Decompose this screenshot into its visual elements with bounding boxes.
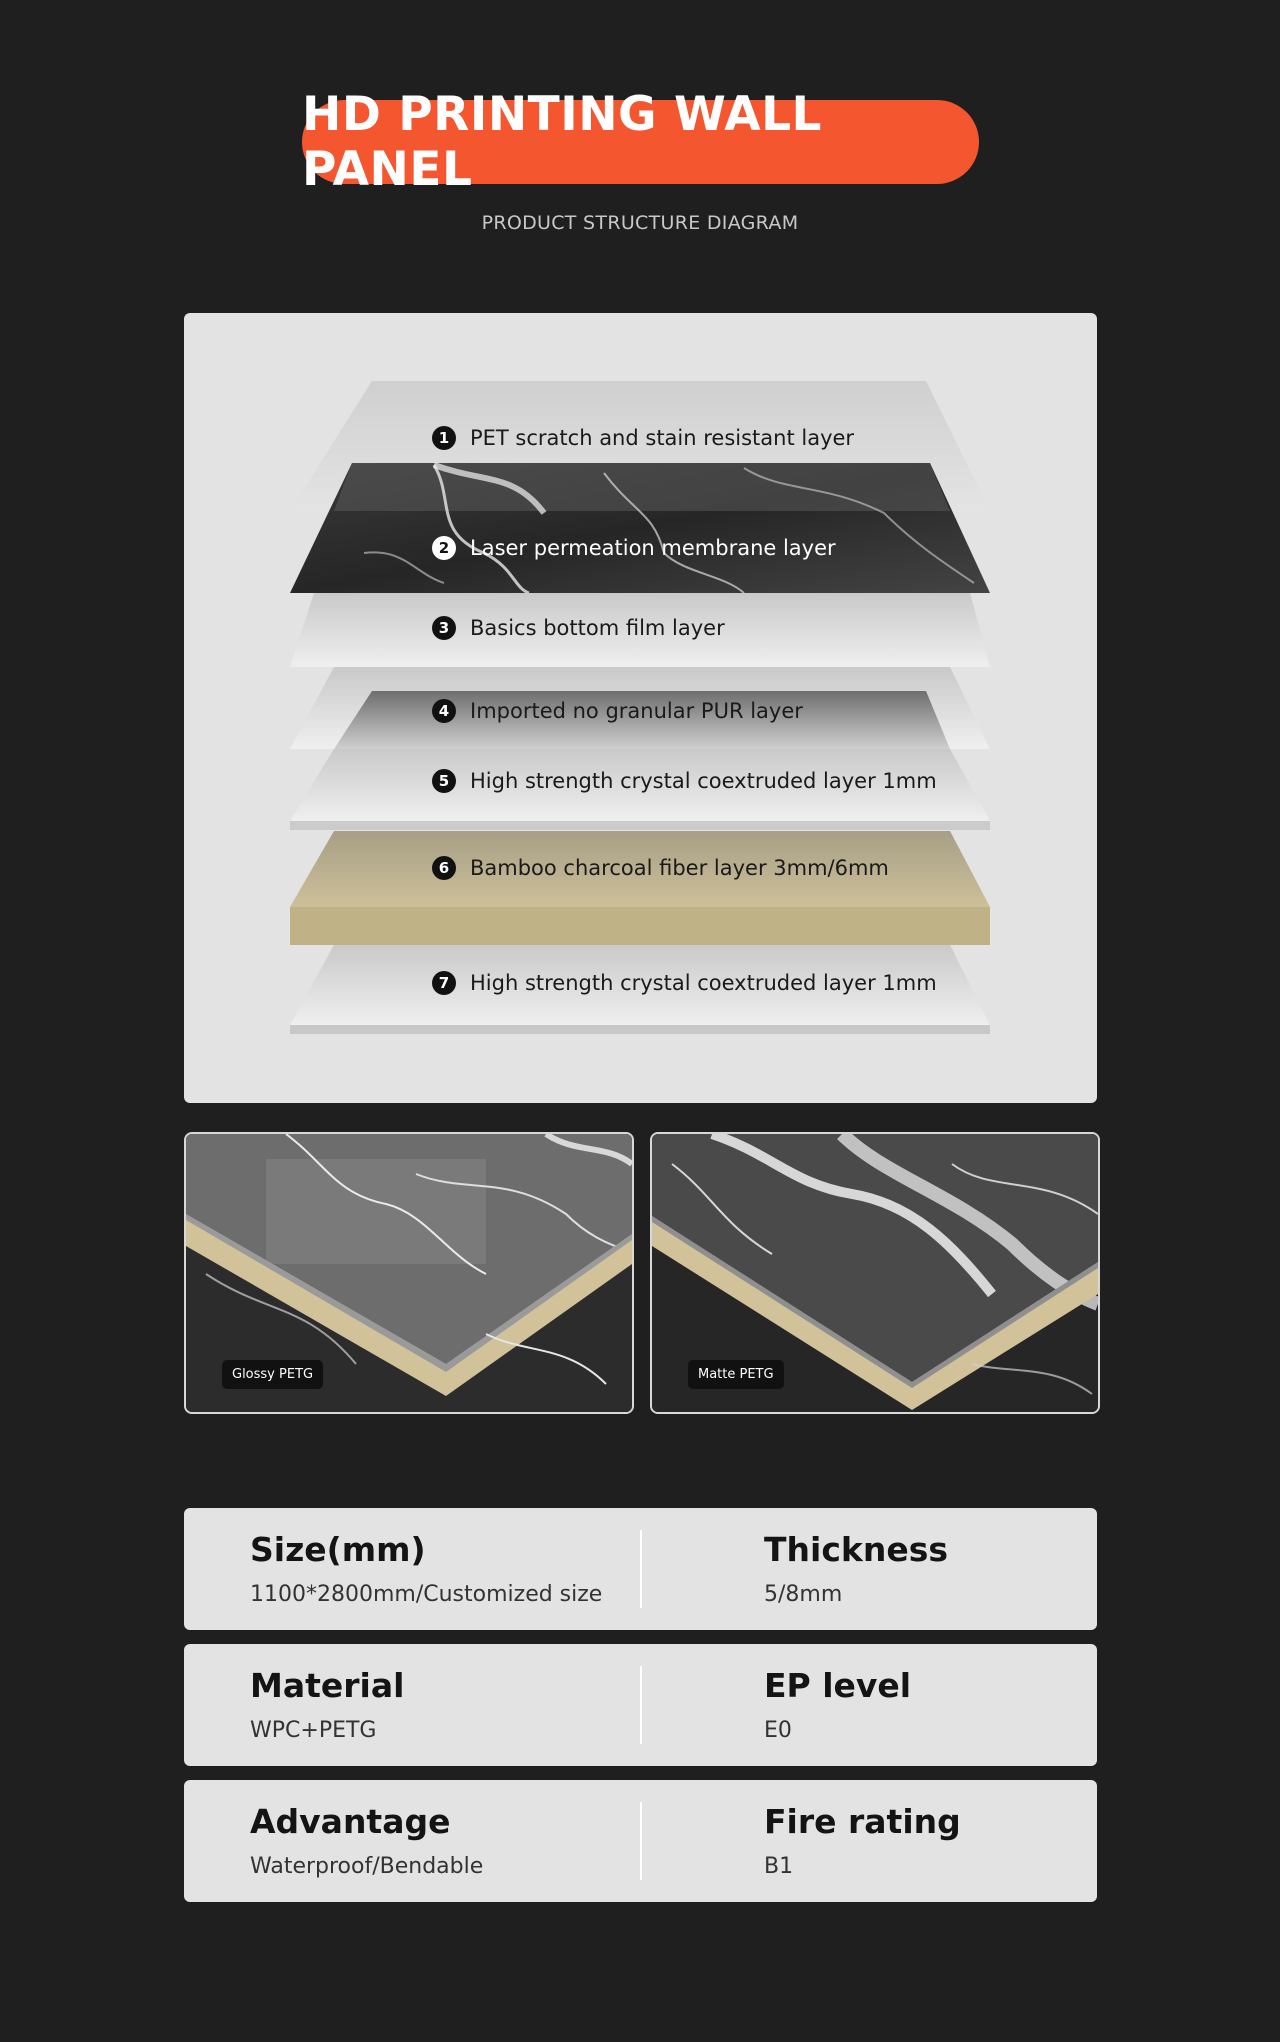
matte-petg-sample (650, 1132, 1100, 1414)
spec-value: 5/8mm (764, 1582, 843, 1607)
spec-divider (640, 1530, 642, 1608)
spec-divider (640, 1802, 642, 1880)
spec-title: Thickness (764, 1530, 948, 1569)
spec-title: Advantage (250, 1802, 451, 1841)
sample-label: Matte PETG (688, 1360, 784, 1389)
spec-row (184, 1780, 1097, 1902)
layer-number-badge: 1 (432, 426, 456, 450)
layer-label (432, 613, 725, 643)
layer-number-badge: 3 (432, 616, 456, 640)
structure-diagram (184, 313, 1097, 1103)
page-title: HD PRINTING WALL PANEL (302, 100, 979, 184)
spec-divider (640, 1666, 642, 1744)
spec-value: B1 (764, 1854, 794, 1879)
layer-number-badge: 4 (432, 699, 456, 723)
layer-label (432, 696, 803, 726)
layer-name: Basics bottom film layer (470, 616, 725, 640)
sample-label: Glossy PETG (222, 1360, 323, 1389)
spec-value: 1100*2800mm/Customized size (250, 1582, 603, 1607)
spec-value: WPC+PETG (250, 1718, 377, 1743)
layer-name: Laser permeation membrane layer (470, 536, 836, 560)
spec-title: Fire rating (764, 1802, 961, 1841)
layer-number-badge: 6 (432, 856, 456, 880)
spec-value: Waterproof/Bendable (250, 1854, 484, 1879)
spec-title: EP level (764, 1666, 912, 1705)
layer-label (432, 968, 937, 998)
layer-name: Bamboo charcoal fiber layer 3mm/6mm (470, 856, 889, 880)
layer-number-badge: 2 (432, 536, 456, 560)
layer-label (432, 533, 836, 563)
layer-label (432, 423, 854, 453)
glossy-petg-sample (184, 1132, 634, 1414)
layer-name: High strength crystal coextruded layer 1mm (470, 769, 937, 793)
layer-number-badge: 5 (432, 769, 456, 793)
page-subtitle: PRODUCT STRUCTURE DIAGRAM (481, 212, 799, 234)
layer-name: High strength crystal coextruded layer 1mm (470, 971, 937, 995)
spec-value: E0 (764, 1718, 792, 1743)
spec-row (184, 1508, 1097, 1630)
layer-label (432, 853, 889, 883)
layer-number-badge: 7 (432, 971, 456, 995)
spec-title: Size(mm) (250, 1530, 426, 1569)
layer-name: Imported no granular PUR layer (470, 699, 803, 723)
spec-row (184, 1644, 1097, 1766)
layer-name: PET scratch and stain resistant layer (470, 426, 855, 450)
spec-title: Material (250, 1666, 405, 1705)
layer-label (432, 766, 937, 796)
